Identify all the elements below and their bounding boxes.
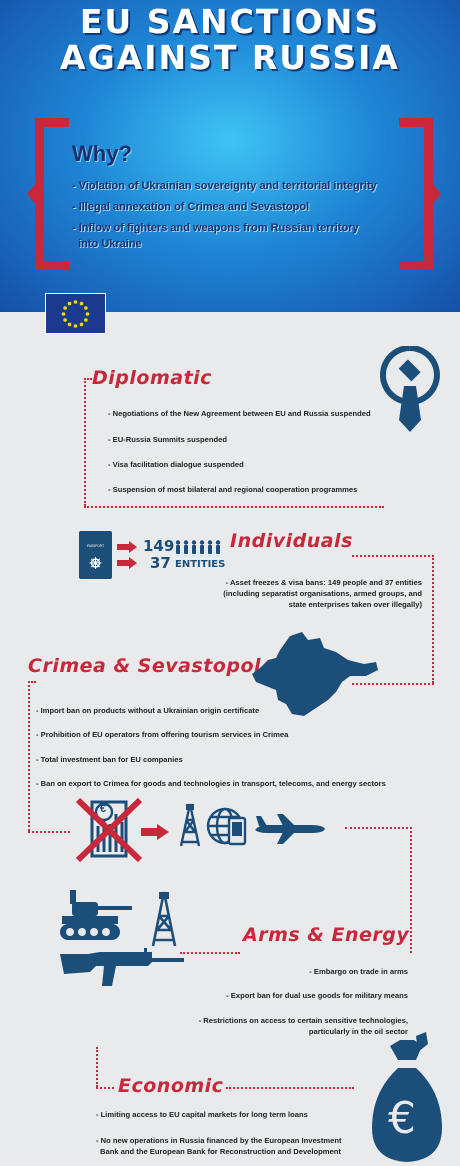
diplomatic-item: - Visa facilitation dialogue suspended [108, 460, 244, 469]
individuals-heading: Individuals [230, 530, 353, 552]
individuals-text [200, 577, 422, 610]
tank-icon [58, 890, 134, 942]
connector [226, 1087, 354, 1089]
why-item: - Illegal annexation of Crimea and Sevastopol [72, 201, 310, 213]
title-line-1: EU SANCTIONS [79, 2, 381, 41]
individuals-line: - Asset freezes & visa bans: 149 people and 37 entities [225, 578, 422, 587]
diplomatic-item: - EU-Russia Summits suspended [108, 435, 227, 444]
connector [352, 555, 434, 557]
arrow-icon [141, 824, 169, 840]
euro-symbol: € [388, 1093, 416, 1144]
page-title [0, 4, 460, 76]
connector [96, 1087, 114, 1089]
economic-line: Bank and the European Bank for Reconstruction and Development [100, 1147, 341, 1156]
arms-energy-heading: Arms & Energy [243, 924, 410, 946]
individuals-line: (including separatist organisations, armed groups, and [223, 589, 422, 598]
entities-label: ENTITIES [175, 559, 226, 570]
why-item: - Inflow of fighters and weapons from Russian territory [72, 222, 359, 234]
crossed-investment-icon [74, 796, 144, 864]
economic-item [96, 1135, 342, 1157]
connector [84, 378, 86, 506]
crimea-heading: Crimea & Sevastopol [28, 655, 262, 677]
why-item: into Ukraine [72, 238, 142, 250]
crimea-item: - Import ban on products without a Ukrainian origin certificate [36, 706, 260, 715]
connector [84, 506, 384, 508]
diplomat-tie-icon [380, 346, 440, 434]
economic-heading: Economic [118, 1075, 224, 1097]
entities-count: 37 [150, 554, 171, 572]
connector [410, 827, 412, 953]
arms-energy-item: - Embargo on trade in arms [309, 967, 408, 976]
title-line-2: AGAINST RUSSIA [60, 38, 400, 77]
oil-derrick-icon [150, 890, 178, 948]
people-count: 149 [143, 537, 175, 555]
euro-symbol: € [100, 803, 107, 815]
why-list [72, 176, 402, 253]
connector [345, 827, 412, 829]
diplomatic-item: - Negotiations of the New Agreement between EU and Russia suspended [108, 409, 371, 418]
crimea-item: - Prohibition of EU operators from offering tourism services in Crimea [36, 730, 289, 739]
rifle-icon [60, 948, 188, 988]
why-heading: Why? [72, 141, 132, 166]
diplomatic-heading: Diplomatic [92, 367, 212, 389]
economic-line: - No new operations in Russia financed by the European Investment [96, 1136, 342, 1145]
arms-energy-item: - Export ban for dual use goods for military means [226, 991, 408, 1000]
header-banner [0, 0, 460, 312]
eu-flag-icon [45, 293, 106, 334]
arms-energy-line: - Restrictions on access to certain sensitive technologies, [198, 1016, 408, 1025]
why-item: - Violation of Ukrainian sovereignty and territorial integrity [72, 180, 377, 192]
passport-label: PASSPORT [86, 544, 105, 548]
economic-item: - Limiting access to EU capital markets for long term loans [96, 1110, 308, 1119]
arrow-icon [117, 541, 137, 553]
crimea-item: - Total investment ban for EU companies [36, 755, 183, 764]
connector [28, 681, 30, 831]
right-bracket [399, 118, 433, 270]
globe-phone-icon [205, 806, 251, 846]
diplomatic-item: - Suspension of most bilateral and regional cooperation programmes [108, 485, 358, 494]
connector [432, 555, 434, 683]
connector [96, 1047, 98, 1087]
connector [28, 831, 70, 833]
oil-derrick-icon [178, 802, 202, 848]
arrow-icon [117, 557, 137, 569]
connector [180, 952, 240, 954]
crimea-item: - Ban on export to Crimea for goods and technologies in transport, telecoms, and energy sectors [36, 779, 386, 788]
passport-icon [79, 531, 112, 579]
crimea-map-icon [250, 630, 380, 718]
arms-energy-line: particularly in the oil sector [308, 1027, 408, 1036]
people-icon [175, 540, 221, 554]
left-bracket [35, 118, 69, 270]
airplane-icon [253, 814, 327, 844]
individuals-line: state enterprises taken over illegally) [288, 600, 422, 609]
